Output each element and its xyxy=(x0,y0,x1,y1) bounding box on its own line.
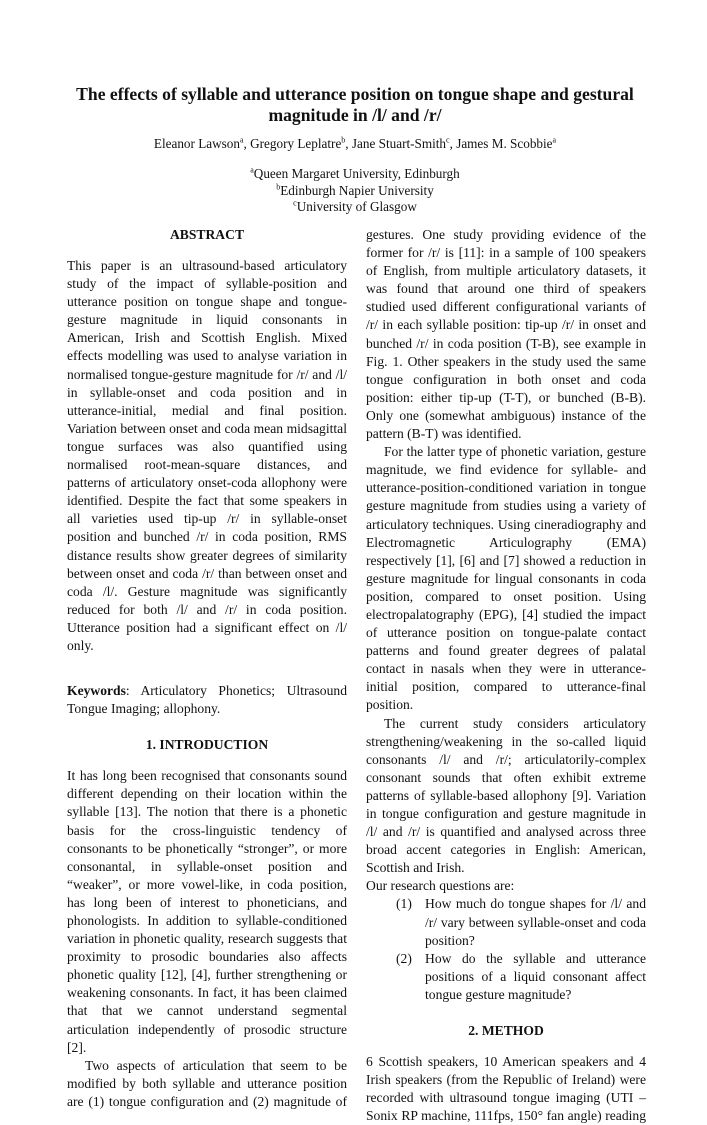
affiliation-mark: a xyxy=(552,135,557,145)
left-column xyxy=(67,226,347,1111)
author: Eleanor Lawson xyxy=(153,136,240,151)
author: James M. Scobbie xyxy=(456,136,553,151)
research-questions-list xyxy=(366,895,646,1004)
affiliation-mark: b xyxy=(276,182,281,192)
rq-text: How much do tongue shapes for /l/ and /r/ vary between syllable-onset and coda position? xyxy=(425,896,646,948)
affiliation-name: University of Glasgow xyxy=(296,199,417,214)
introduction-heading: 1. INTRODUCTION xyxy=(145,737,269,753)
research-question xyxy=(366,950,646,1004)
method-paragraph: 6 Scottish speakers, 10 American speakers and 4 Irish speakers (from the Republic of Ireland) were recorded with ultrasound tongue imaging (UTI – Sonix RP machine, 111fps, 150° fan angle) reading xyxy=(366,1054,646,1124)
affiliation-name: Edinburgh Napier University xyxy=(280,182,434,198)
author-list: Eleanor Lawson$^a$, Gregory Leplatre$^b$, Jane Stuart-Smith$^c$, James M. Scobbie$^a$ xyxy=(153,135,557,151)
intro-paragraph: It has long been recognised that consonants sound different depending on their location within the syllable [13]. The notion that there is a phonetic basis for the cross-linguistic tendency of consonants to be phonetically “stronger”, or more consonantal, in syllable-onset position and “weaker”, or more vowel-like, in coda position, has long been of interest to phoneticians, and phonologists. In addition to syllable-conditioned variation in phonetic quality, research suggests that proximity to prosodic boundaries also affects phonetic quality [12], [4], further strengthening or weakening consonants. In fact, it has been claimed that that we cannot understand segmental articulation independently of prosodic structure [2]. xyxy=(67,768,347,1055)
rq-text: How do the syllable and utterance positions of a liquid consonant affect tongue gesture magnitude? xyxy=(425,950,646,1002)
abstract-text: This paper is an ultrasound-based articulatory study of the impact of syllable-position and utterance position on tongue shape and tongue-gesture magnitude in liquid consonants in American, Irish and Scottish English. Mixed effects modelling was used to analyse variation in normalised tongue-gesture magnitude for /r/ and /l/ in syllable-onset and coda position and in utterance-initial, medial and final position. Variation between onset and coda mean midsagittal tongue surfaces was also quantified using normalised root-mean-square distances, and patterns of articulatory onset-coda allophony were identified. Despite the fact that some speakers in all varieties used tip-up /r/ in syllable-onset position and bunched /r/ in coda position, RMS distance results show greater degrees of similarity between onset and coda /r/ than between onset and coda /l/. Gesture magnitude was significantly reduced for both /l/ and /r/ in coda position. Utterance position had a significant effect on /l/ only. xyxy=(67,258,347,653)
abstract-heading: ABSTRACT xyxy=(169,227,245,242)
intro-paragraph: The current study considers articulatory strengthening/weakening in the so-called liquid consonants /l/ and /r/; articulatorily-complex consonant sounds that often exhibit extreme patterns of syllable-based allophony [9]. Variation in tongue configuration and gesture magnitude in /l/ and /r/ is quantified and analysed across three broad accent categories in English: American, Scottish and Irish. xyxy=(366,715,646,876)
affiliation xyxy=(60,199,650,216)
rq-number: (1) xyxy=(396,896,412,912)
keywords-text: : Articulatory Phonetics; Ultrasound Tongue Imaging; allophony. xyxy=(67,683,347,717)
affiliation xyxy=(60,183,650,200)
rq-number: (2) xyxy=(396,950,412,966)
title-line-1: The effects of syllable and utterance position on tongue shape and gestural xyxy=(76,84,634,104)
affiliation-mark: a xyxy=(239,135,244,145)
keywords-label: Keywords xyxy=(67,683,126,699)
affiliation-name: Queen Margaret University, Edinburgh xyxy=(253,166,460,181)
research-question xyxy=(366,895,646,949)
affiliation xyxy=(60,166,650,183)
title-line-2: magnitude in /l/ and /r/ xyxy=(268,105,442,125)
author: Gregory Leplatre xyxy=(250,136,342,151)
intro-paragraph: For the latter type of phonetic variation, gesture magnitude, we find evidence for syllable- and utterance-position-conditioned variation in tongue gesture magnitude from studies using a variety of articulatory techniques. Using cineradiography and Electromagnetic Articulography (EMA) respectively [1], [6] and [7] showed a reduction in gesture magnitude for lingual consonants in coda position, compared to onset position. Using electropalatography (EPG), [4] studied the impact of utterance position on tongue-palate contact patterns and found greater degrees of palatal contact in nasals when they were in utterance-initial position, compared to utterance-final position. xyxy=(366,444,646,713)
right-column xyxy=(366,226,646,1125)
research-questions-intro: Our research questions are: xyxy=(366,878,515,894)
author: Jane Stuart-Smith xyxy=(351,136,447,151)
paper-title xyxy=(60,84,650,126)
affiliation-mark: a xyxy=(250,165,254,175)
affiliation-mark: c xyxy=(293,198,297,208)
affiliation-list xyxy=(60,166,650,216)
intro-paragraph: gestures. One study providing evidence of the former for /r/ is [11]: in a sample of 100 speakers of English, from multiple articulatory datasets, it was found that around one third of speakers studied used different configurational variants of /r/ in each syllable position: tip-up /r/ in onset and bunched /r/ in coda position (T-B), see example in Fig. 1. Other speakers in the study used the same tongue configuration in both onset and coda position: either tip-up (T-T), or bunched (B-B). Only one (somewhat ambiguous) instance of the pattern (B-T) was identified. xyxy=(366,227,646,442)
intro-paragraph: Two aspects of articulation that seem to be modified by both syllable and utterance position are (1) tongue configuration and (2) magnitude of xyxy=(67,1057,347,1109)
method-heading: 2. METHOD xyxy=(468,1023,544,1039)
affiliation-mark: c xyxy=(446,135,450,145)
affiliation-mark: b xyxy=(341,135,346,145)
keywords xyxy=(67,682,347,718)
